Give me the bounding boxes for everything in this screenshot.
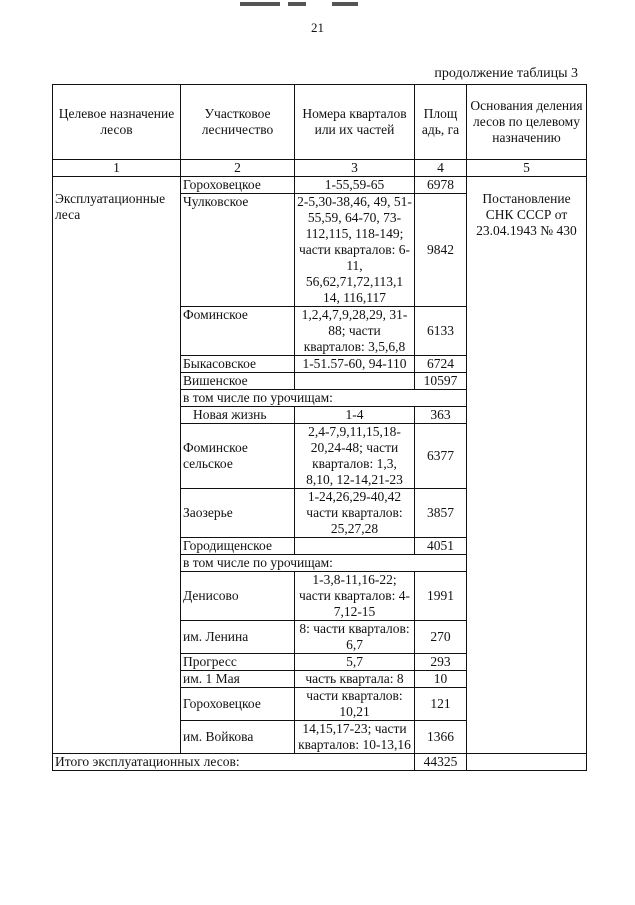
quarters-cell: 1-55,59-65 xyxy=(295,177,415,194)
quarters-cell: 1,2,4,7,9,28,29, 31-88; части кварталов: 3,5,6,8 xyxy=(295,307,415,356)
forestry-cell: Гороховецкое xyxy=(181,688,295,721)
total-row xyxy=(53,754,587,771)
quarters-cell: 2,4-7,9,11,15,18- 20,24-48; части кварталов: 1,3, 8,10, 12-14,21-23 xyxy=(295,424,415,489)
area-cell: 121 xyxy=(415,688,467,721)
forestry-cell: Быкасовское xyxy=(181,356,295,373)
column-number-row xyxy=(53,160,587,177)
quarters-cell: 2-5,30-38,46, 49, 51-55,59, 64-70, 73-112,115, 118-149; части кварталов: 6-11, 56,62,71,72,113,1 14, 116,117 xyxy=(295,194,415,307)
forestry-cell: Вишенское xyxy=(181,373,295,390)
forestry-cell: Заозерье xyxy=(181,489,295,538)
area-cell: 10 xyxy=(415,671,467,688)
forestry-cell: Гороховецкое xyxy=(181,177,295,194)
area-cell: 3857 xyxy=(415,489,467,538)
header-purpose: Целевое назначение лесов xyxy=(53,85,181,160)
area-cell: 6978 xyxy=(415,177,467,194)
forestry-cell: Чулковское xyxy=(181,194,295,307)
area-cell: 4051 xyxy=(415,538,467,555)
header-quarters: Номера кварталов или их частей xyxy=(295,85,415,160)
forestry-cell: им. Войкова xyxy=(181,721,295,754)
forestry-cell: Новая жизнь xyxy=(181,407,295,424)
area-cell: 363 xyxy=(415,407,467,424)
forestry-cell: Фоминское сельское xyxy=(181,424,295,489)
forestry-cell: Денисово xyxy=(181,572,295,621)
subgroup-label: в том числе по урочищам: xyxy=(181,390,467,407)
table-continuation-label: продолжение таблицы 3 xyxy=(434,66,578,81)
area-cell: 6724 xyxy=(415,356,467,373)
col-number: 4 xyxy=(415,160,467,177)
quarters-cell: части кварталов: 10,21 xyxy=(295,688,415,721)
col-number: 5 xyxy=(467,160,587,177)
col-number: 3 xyxy=(295,160,415,177)
purpose-cell: Эксплуатационные леса xyxy=(53,177,181,754)
table-row xyxy=(53,177,587,194)
total-area: 44325 xyxy=(415,754,467,771)
subgroup-label: в том числе по урочищам: xyxy=(181,555,467,572)
quarters-cell: 1-51.57-60, 94-110 xyxy=(295,356,415,373)
quarters-cell: 1-4 xyxy=(295,407,415,424)
header-area: Площ адь, га xyxy=(415,85,467,160)
area-cell: 10597 xyxy=(415,373,467,390)
total-basis-empty xyxy=(467,754,587,771)
forest-purpose-table xyxy=(52,84,587,771)
quarters-cell: часть квартала: 8 xyxy=(295,671,415,688)
quarters-cell: 8: части кварталов: 6,7 xyxy=(295,621,415,654)
header-forestry: Участковое лесничество xyxy=(181,85,295,160)
table-header-row xyxy=(53,85,587,160)
quarters-cell: 14,15,17-23; части кварталов: 10-13,16 xyxy=(295,721,415,754)
scan-artifact xyxy=(240,0,360,10)
area-cell: 6377 xyxy=(415,424,467,489)
quarters-cell xyxy=(295,373,415,390)
forestry-cell: Городищенское xyxy=(181,538,295,555)
forestry-cell: им. Ленина xyxy=(181,621,295,654)
quarters-cell: 1-3,8-11,16-22; части кварталов: 4-7,12-15 xyxy=(295,572,415,621)
area-cell: 270 xyxy=(415,621,467,654)
col-number: 2 xyxy=(181,160,295,177)
forestry-cell: Фоминское xyxy=(181,307,295,356)
quarters-cell xyxy=(295,538,415,555)
quarters-cell: 1-24,26,29-40,42 части кварталов: 25,27,28 xyxy=(295,489,415,538)
area-cell: 6133 xyxy=(415,307,467,356)
forestry-cell: им. 1 Мая xyxy=(181,671,295,688)
quarters-cell: 5,7 xyxy=(295,654,415,671)
area-cell: 293 xyxy=(415,654,467,671)
area-cell: 1991 xyxy=(415,572,467,621)
basis-cell: Постановление СНК СССР от 23.04.1943 № 430 xyxy=(467,177,587,754)
col-number: 1 xyxy=(53,160,181,177)
page-number: 21 xyxy=(311,20,324,35)
forestry-cell: Прогресс xyxy=(181,654,295,671)
header-basis: Основания деления лесов по целевому назначению xyxy=(467,85,587,160)
area-cell: 9842 xyxy=(415,194,467,307)
area-cell: 1366 xyxy=(415,721,467,754)
total-label: Итого эксплуатационных лесов: xyxy=(53,754,415,771)
